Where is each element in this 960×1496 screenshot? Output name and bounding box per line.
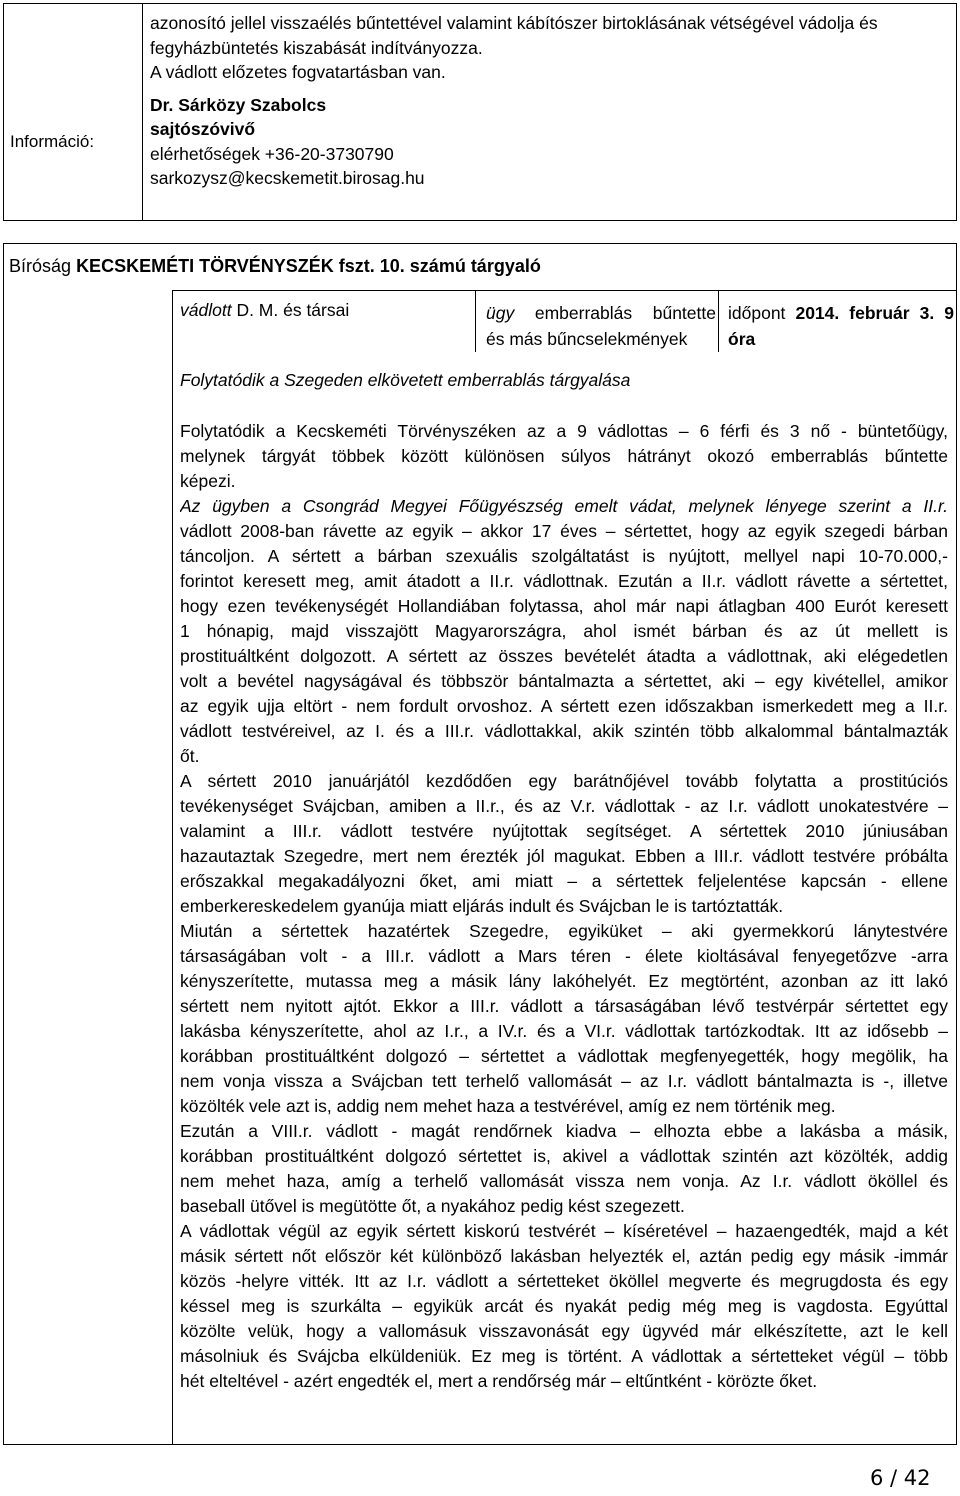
body-line: A vádlottak végül az egyik sértett kiskorú testvérét – kíséretével – hazaengedték, majd a két [180, 1221, 948, 1241]
body-line: vádlott 2008-ban rávette az egyik – akkor 17 éves – sértettet, hogy az egyik szegedi bárban [180, 521, 948, 541]
body-line: tevékenységet Svájcban, amiben a II.r., és az V.r. vádlottak - az I.r. vádlott unokatestvére – [180, 796, 948, 816]
contact-name: Dr. Sárközy Szabolcs [150, 94, 327, 115]
date-value-line2: óra [728, 329, 756, 349]
body-line: sértett nem nyitott ajtót. Ekkor a III.r. vádlott a társaságában lévő testvérpár sértettet egy [180, 996, 948, 1016]
body-line: másolniuk és Svájcba elküldeniük. Ez meg is történt. A vádlottak a sértetteket végül – több [180, 1346, 948, 1366]
column-divider [475, 290, 476, 352]
body-line: táncoljon. A sértett a bárban szexuális szolgáltatást is nyújtott, mellyel napi 10-70.000,- [180, 546, 948, 566]
court-name: KECSKEMÉTI TÖRVÉNYSZÉK fszt. 10. számú tárgyaló [76, 256, 541, 276]
page-number: 6 / 42 [870, 1466, 931, 1490]
body-line: emberkereskedelem gyanúja miatt eljárás indult és Svájcban le is tartóztatták. [180, 896, 784, 916]
body-line: késsel meg is szurkálta – egyikük arcát és nyakát pedig még meg is vagdosta. Egyúttal [180, 1296, 948, 1316]
case-value-line2: és más bűncselekmények [486, 329, 688, 349]
date-label: időpont [728, 303, 786, 323]
body-line: forintot keresett meg, amit átadott a II.r. vádlottnak. Ezután a II.r. vádlott rávette a sértettet, [180, 571, 948, 591]
date-field [728, 300, 954, 352]
date-value: 2014. február 3. 9 [795, 303, 954, 323]
contact-email[interactable]: sarkozysz@kecskemetit.birosag.hu [150, 168, 425, 188]
body-line: erőszakkal megakadályozni őket, ami miatt – a sértettek feljelentése kapcsán - ellene [180, 871, 948, 891]
body-line: közölte velük, hogy a vallomásuk visszavonását egy ügyvéd már elkészítette, azt le kell [180, 1321, 948, 1341]
body-line: nem vonja vissza a Svájcban tett terhelő vallomását – az I.r. vádlott bántalmazta is -, illetve [180, 1071, 948, 1091]
info-line: fegyházbüntetés kiszabását indítványozza. [150, 37, 483, 58]
body-line: Az ügyben a Csongrád Megyei Főügyészség emelt vádat, melynek lényege szerint a II.r. [180, 496, 948, 516]
case-field [486, 300, 716, 352]
info-divider [142, 4, 143, 220]
body-line: korábban prostituáltként dolgozó – sértettet a vádlottak megfenyegették, hogy megölik, ha [180, 1046, 948, 1066]
body-line: másik sértett nőt először két különböző lakásban helyezték el, aztán pedig egy másik -immár [180, 1246, 948, 1266]
body-line: baseball ütővel is megütötte őt, a nyakához pedig kést szegezett. [180, 1196, 685, 1216]
defendant-value: D. M. és társai [236, 300, 350, 320]
case-label: ügy [486, 303, 515, 323]
body-line: kényszerítette, mutassa meg a másik lány lakóhelyét. Ez megtörtént, azonban az itt lakó [180, 971, 948, 991]
body-line: közölték vele azt is, addig nem mehet haza a testvérével, amíg ez nem történik meg. [180, 1096, 836, 1116]
body-line: Ezután a VIII.r. vádlott - magát rendőrnek kiadva – elhozta ebbe a lakásba a másik, [180, 1121, 948, 1141]
session-lead: Folytatódik a Szegeden elkövetett emberrablás tárgyalása [180, 370, 631, 390]
body-line: melynek tárgyát többek között különösen súlyos hátrányt okozó emberrablás bűntette [180, 446, 948, 466]
body-line: hogy ezen tevékenységét Hollandiában folytassa, ahol már napi átlagban 400 Eurót keresett [180, 596, 948, 616]
body-line: Miután a sértettek hazatértek Szegedre, egyiküket – aki gyermekkorú lánytestvére [180, 921, 948, 941]
body-line: vádlott testvéreivel, az I. és a III.r. vádlottakkal, akik szintén több alkalommal bántalmazták [180, 721, 948, 741]
body-line: A sértett 2010 januárjától kezdődően egy barátnőjével tovább folytatta a prostitúciós [180, 771, 948, 791]
body-line: nem mehet haza, amíg a terhelő vallomását vissza nem vonja. Az I.r. vádlott ököllel és [180, 1171, 948, 1191]
body-line: hét elteltével - azért engedték el, mert a rendőrség már – eltűntként - körözte őket. [180, 1371, 818, 1391]
body-line: hazautaztak Szegedre, mert nem érezték jól magukat. Ebben a III.r. vádlott testvére próbálta [180, 846, 948, 866]
case-value: emberrablás bűntette [534, 303, 716, 323]
body-line: prostituáltként dolgozott. A sértett az összes bevételét átadta a vádlottnak, aki elégedetlen [180, 646, 948, 666]
body-line: lakásba kényszerítette, ahol az I.r., a IV.r. és a VI.r. vádlottak tartózkodtak. Itt az idősebb – [180, 1021, 948, 1041]
column-divider [718, 290, 719, 352]
session-body [180, 419, 948, 1394]
body-line: képezi. [180, 471, 236, 491]
body-line: társaságában volt - a III.r. vádlott a Mars téren - élete kioltásával fenyegetőzve -arra [180, 946, 948, 966]
body-line: valamint a III.r. vádlott testvére nyújtottak segítséget. A sértettek 2010 júniusában [180, 821, 948, 841]
defendant-label: vádlott [180, 300, 232, 320]
court-heading [9, 256, 541, 277]
info-body [150, 11, 950, 191]
body-line: közös -helyre vitték. Itt az I.r. vádlott a sértetteket ököllel megverte és megrugdosta és egy [180, 1271, 948, 1291]
body-line: volt a bevétel nagyságával és többször bántalmazta a sértettet, aki – egy kivétellel, amikor [180, 671, 948, 691]
contact-phone: elérhetőségek +36-20-3730790 [150, 143, 394, 164]
defendant-field [180, 300, 349, 321]
body-line: őt. [180, 746, 200, 766]
body-line: korábban prostituáltként dolgozó sértettet is, akivel a vádlottak szintén azt közölték, addig [180, 1146, 948, 1166]
info-line: A vádlott előzetes fogvatartásban van. [150, 62, 446, 82]
body-line: Folytatódik a Kecskeméti Törvényszéken az a 9 vádlottas – 6 férfi és 3 nő - büntetőügy, [180, 421, 948, 441]
info-label: Információ: [10, 132, 95, 151]
court-prefix: Bíróság [9, 256, 72, 276]
contact-role: sajtószóvivő [150, 119, 256, 139]
info-line: azonosító jellel visszaélés bűntettével valamint kábítószer birtoklásának vétségével vádolja és [150, 13, 878, 33]
body-line: 1 hónapig, majd visszajött Magyarországra, ahol ismét bárban és az út mellett is [180, 621, 948, 641]
body-line: az egyik ujja eltört - nem fordult orvoshoz. A sértett ezen időszakban ismerkedett meg a II.r. [180, 696, 948, 716]
